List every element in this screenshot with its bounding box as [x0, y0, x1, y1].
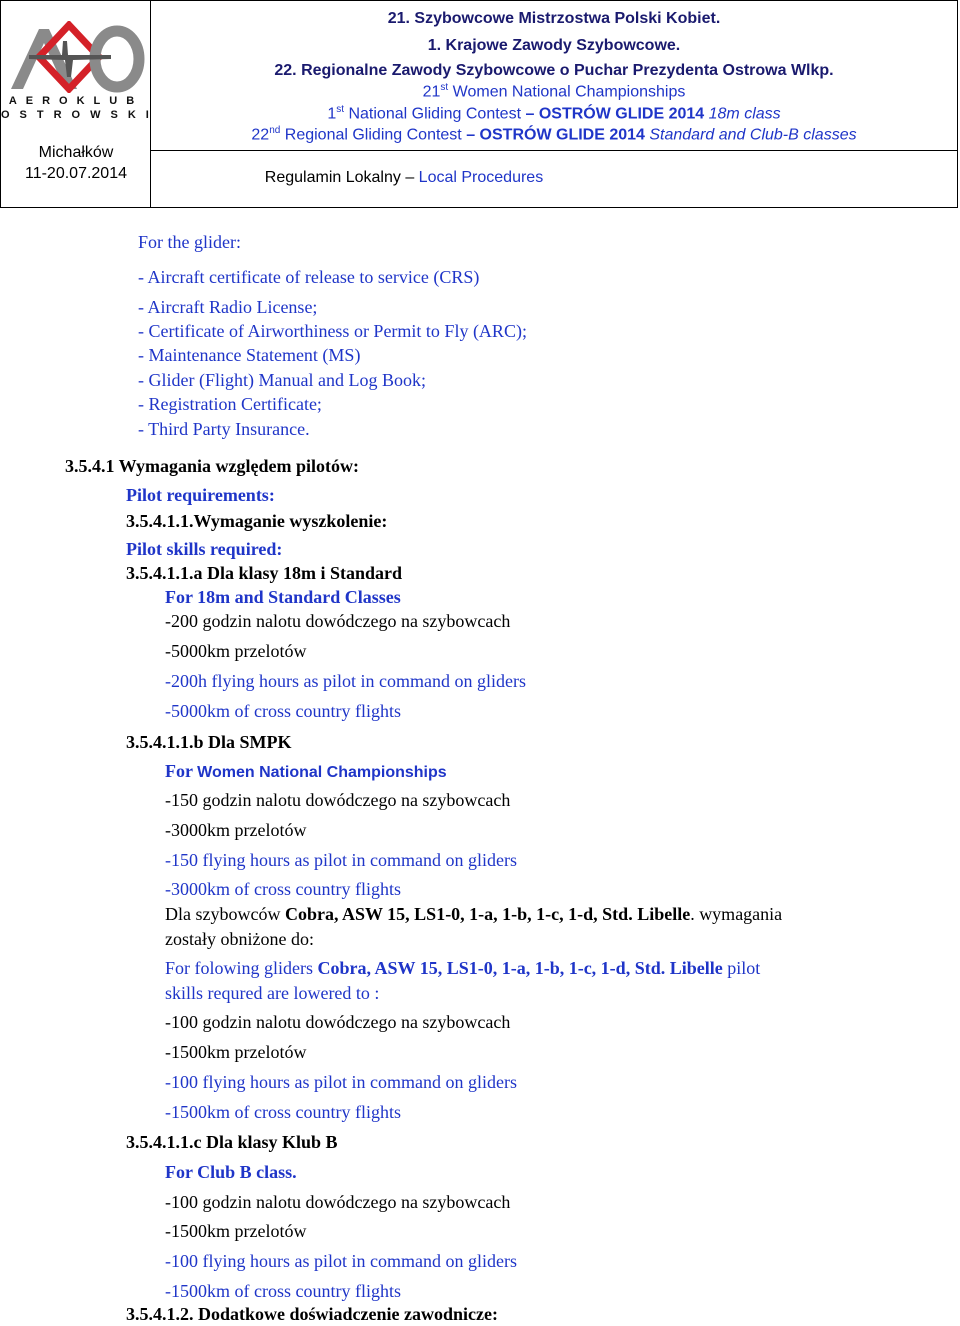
glider-doc-item: - Certificate of Airworthiness or Permit to Fly (ARC);: [138, 321, 527, 341]
glider-doc-item: - Glider (Flight) Manual and Log Book;: [138, 370, 426, 390]
glider-exception-note: Dla szybowców Cobra, ASW 15, LS1-0, 1-a, 1-b, 1-c, 1-d, Std. Libelle. wymagania: [165, 904, 783, 924]
requirement-line: -200h flying hours as pilot in command on gliders: [165, 671, 526, 691]
class-c-heading-en: For Club B class.: [165, 1162, 297, 1182]
requirement-line: -1500km przelotów: [165, 1221, 307, 1241]
section-heading-pilots-en: Pilot requirements:: [126, 485, 275, 505]
title-line-2: 1. Krajowe Zawody Szybowcowe.: [427, 37, 681, 54]
section-heading-pilots: 3.5.4.1 Wymagania względem pilotów:: [65, 456, 359, 476]
requirement-line: -150 flying hours as pilot in command on gliders: [165, 850, 517, 870]
requirement-line: -3000km of cross country flights: [165, 879, 401, 899]
glider-doc-item: - Third Party Insurance.: [138, 419, 310, 439]
logo-text-aeroklub: AEROKLUB: [8, 95, 144, 107]
subsection-heading-skills: 3.5.4.1.1.Wymaganie wyszkolenie:: [126, 511, 388, 531]
requirement-line: -1500km przelotów: [165, 1042, 307, 1062]
requirement-line: -5000km of cross country flights: [165, 701, 401, 721]
class-c-heading: 3.5.4.1.1.c Dla klasy Klub B: [126, 1132, 338, 1152]
glider-doc-item: - Registration Certificate;: [138, 394, 322, 414]
title-line-1: 21. Szybowcowe Mistrzostwa Polski Kobiet.: [387, 10, 721, 27]
glider-exception-note: zostały obniżone do:: [165, 929, 314, 949]
regulations-title: Regulamin Lokalny – Local Procedures: [264, 169, 544, 186]
class-a-heading-en: For 18m and Standard Classes: [165, 587, 401, 607]
title-cell: [151, 1, 957, 151]
requirement-line: -3000km przelotów: [165, 820, 307, 840]
requirement-line: -100 flying hours as pilot in command on gliders: [165, 1072, 517, 1092]
class-a-heading: 3.5.4.1.1.a Dla klasy 18m i Standard: [126, 563, 403, 583]
title-line-5: 1st National Gliding Contest – OSTRÓW GLIDE 2014 18m class: [327, 104, 781, 123]
subsection-heading-skills-en: Pilot skills required:: [126, 539, 283, 559]
glider-doc-item: - Aircraft Radio License;: [138, 297, 318, 317]
glider-exception-note-en: skills requred are lowered to :: [165, 983, 380, 1003]
glider-doc-item: - Aircraft certificate of release to service (CRS): [138, 267, 480, 287]
requirement-line: -5000km przelotów: [165, 641, 307, 661]
header-place: Michałków: [38, 144, 114, 161]
requirement-line: -100 godzin nalotu dowódczego na szybowcach: [165, 1192, 511, 1212]
class-b-heading: 3.5.4.1.1.b Dla SMPK: [126, 732, 292, 752]
requirement-line: -100 godzin nalotu dowódczego na szybowcach: [165, 1012, 511, 1032]
requirement-line: -100 flying hours as pilot in command on gliders: [165, 1251, 517, 1271]
next-section-heading: 3.5.4.1.2. Dodatkowe doświadczenie zawodnicze:: [126, 1304, 498, 1324]
glider-doc-item: - Maintenance Statement (MS): [138, 345, 361, 365]
glider-exception-note-en: For folowing gliders Cobra, ASW 15, LS1-0, 1-a, 1-b, 1-c, 1-d, Std. Libelle pilot: [165, 958, 761, 978]
title-line-6: 22nd Regional Gliding Contest – OSTRÓW GLIDE 2014 Standard and Club-B classes: [251, 125, 857, 144]
logo-text-ostrowski: OSTROWSKI: [1, 109, 159, 121]
title-line-4: 21st Women National Championships: [422, 82, 686, 101]
header-dates: 11-20.07.2014: [24, 165, 127, 182]
requirement-line: -1500km of cross country flights: [165, 1281, 401, 1301]
requirement-line: -200 godzin nalotu dowódczego na szybowcach: [165, 611, 511, 631]
requirement-line: -1500km of cross country flights: [165, 1102, 401, 1122]
title-line-3: 22. Regionalne Zawody Szybowcowe o Puchar Prezydenta Ostrowa Wlkp.: [274, 62, 834, 79]
document-header: [0, 0, 958, 208]
glider-heading: For the glider:: [138, 232, 241, 252]
class-b-heading-en: For Women National Championships: [165, 761, 447, 781]
aeroklub-logo-icon: [7, 21, 145, 93]
requirement-line: -150 godzin nalotu dowódczego na szybowcach: [165, 790, 511, 810]
